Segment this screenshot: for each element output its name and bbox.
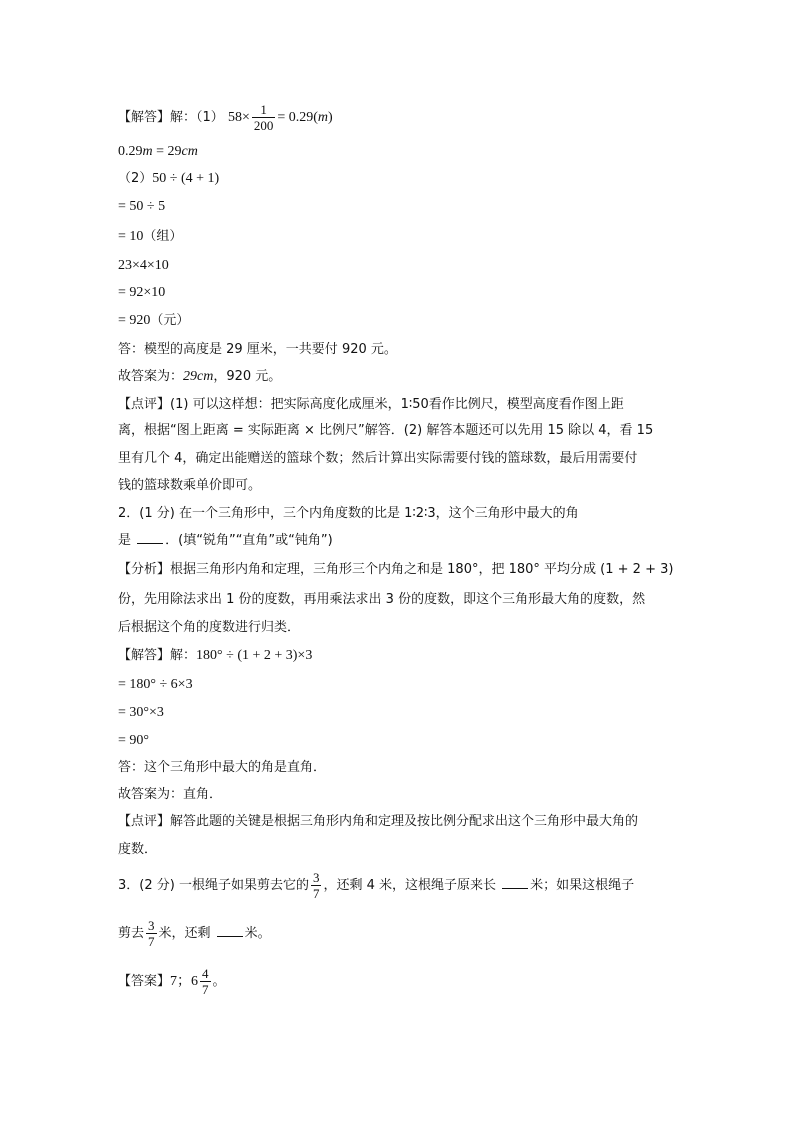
- fraction: $\frac{1}{200}$: [253, 102, 274, 133]
- q2-comment-line-2: 度数．: [118, 842, 158, 857]
- comment-tag: 【点评】: [118, 814, 171, 829]
- q1-solution-line-8: = 920（元）: [118, 313, 190, 328]
- q2-solution-line-2: = 180° ÷ 6×3: [118, 677, 193, 692]
- q2-analysis-line-3: 后根据这个角的度数进行归类．: [118, 620, 301, 635]
- q1-comment-line-4: 钱的篮球数乘单价即可。: [118, 478, 262, 493]
- q1-solution-line-2: 0.29m = 29cm: [118, 144, 198, 159]
- comment-tag: 【点评】: [118, 397, 171, 412]
- q2-stem-line-2: 是 ．(填“锐角”“直角”或“钝角”): [118, 533, 333, 548]
- q1-solution-line-7: = 92×10: [118, 285, 166, 300]
- q1-solution-line-6: 23×4×10: [118, 258, 169, 273]
- answer-blank: [137, 531, 163, 544]
- q2-solution-line-1: 【解答】解：180° ÷ (1 + 2 + 3)×3: [118, 648, 313, 663]
- answer-tag: 【答案】: [118, 974, 171, 989]
- q2-solution-line-4: = 90°: [118, 733, 149, 748]
- analysis-tag: 【分析】: [118, 562, 171, 577]
- q1-comment-line-2: 离，根据“图上距离 = 实际距离 × 比例尺”解答．(2) 解答本题还可以先用 15 除以 4，看 15: [118, 423, 654, 438]
- q1-solution-line-5: = 10（组）: [118, 229, 183, 244]
- answer-blank: [502, 876, 528, 889]
- q1-solution-line-1: 【解答】解：（1） 58× $\frac{1}{200}$ = 0.29(m): [118, 102, 333, 133]
- fraction: $\frac{3}{7}$: [148, 918, 155, 949]
- q2-solution-line-3: = 30°×3: [118, 705, 164, 720]
- q3-answer: 【答案】7；6 $\frac{4}{7}$ 。: [118, 966, 226, 997]
- q1-comment-line-1: 【点评】(1) 可以这样想：把实际高度化成厘米，1∶50看作比例尺，模型高度看作图上距: [118, 397, 624, 412]
- q1-solution-line-4: = 50 ÷ 5: [118, 199, 166, 214]
- solution-tag: 【解答】: [118, 648, 171, 663]
- fraction: $\frac{4}{7}$: [202, 966, 209, 997]
- q1-answer: 答：模型的高度是 29 厘米，一共要付 920 元。: [118, 342, 397, 357]
- answer-blank: [217, 924, 243, 937]
- q2-analysis-line-2: 份，先用除法求出 1 份的度数，再用乘法求出 3 份的度数，即这个三角形最大角的度数，然: [118, 592, 646, 607]
- q2-answer: 答：这个三角形中最大的角是直角．: [118, 760, 327, 775]
- q1-comment-line-3: 里有几个 4，确定出能赠送的篮球个数；然后计算出实际需要付钱的篮球数，最后用需要付: [118, 451, 638, 466]
- q3-stem-line-1: 3．(2 分) 一根绳子如果剪去它的 $\frac{3}{7}$ ，还剩 4 米，这根绳子原来长 米；如果这根绳子: [118, 870, 635, 901]
- solution-tag: 【解答】: [118, 110, 171, 125]
- q2-comment-line-1: 【点评】解答此题的关键是根据三角形内角和定理及按比例分配求出这个三角形中最大角的: [118, 814, 639, 829]
- q1-final-answer: 故答案为：29cm，920 元。: [118, 369, 282, 384]
- q2-analysis-line-1: 【分析】根据三角形内角和定理，三角形三个内角之和是 180°，把 180° 平均分成 (1 + 2 + 3): [118, 562, 674, 577]
- q1-solution-line-3: （2）50 ÷ (4 + 1): [118, 171, 220, 186]
- q2-stem-line-1: 2．(1 分) 在一个三角形中，三个内角度数的比是 1∶2∶3，这个三角形中最大的角: [118, 506, 579, 521]
- q3-stem-line-2: 剪去 $\frac{3}{7}$ 米，还剩 米。: [118, 918, 271, 949]
- q2-final-answer: 故答案为：直角．: [118, 787, 223, 802]
- fraction: $\frac{3}{7}$: [312, 870, 320, 901]
